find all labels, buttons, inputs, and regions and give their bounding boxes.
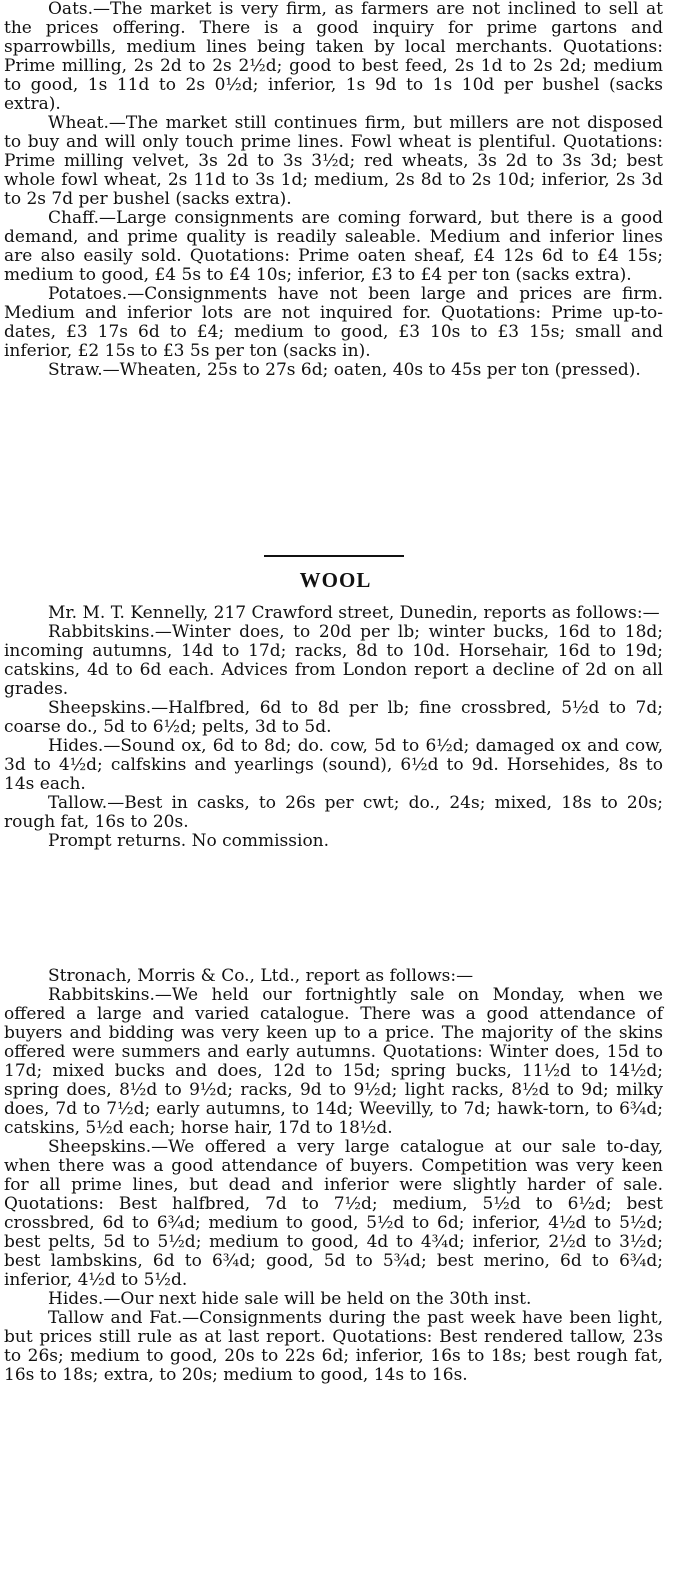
kennelly-sheepskins: Sheepskins.—Halfbred, 6d to 8d per lb; fine crossbred, 5½d to 7d; coarse do., 5d to 6½d; pelts, 3d to 5d. [4,698,663,737]
stronach-rabbitskins: Rabbitskins.—We held our fortnightly sale on Monday, when we offered a large and varied catalogue. There was a good attendance of buyers and bidding was very keen up to a price. The majority of the skins offered were summers and early autumns. Quotations: Winter does, 15d to 17d; mixed bucks and does, 12d to 15d; spring bucks, 11½d to 14½d; spring does, 8½d to 9½d; racks, 9d to 9½d; light racks, 8½d to 9d; milky does, 7d to 7½d; early autumns, to 14d; Weevilly, to 7d; hawk-torn, to 6¾d; catskins, 5½d each; horse hair, 17d to 18½d. [4,985,663,1138]
stronach-hides: Hides.—Our next hide sale will be held on the 30th inst. [48,1289,532,1309]
kennelly-intro: Mr. M. T. Kennelly, 217 Crawford street, Dunedin, reports as follows:— [48,603,660,623]
stronach-intro: Stronach, Morris & Co., Ltd., report as follows:— [48,966,474,986]
kennelly-prompt: Prompt returns. No commission. [48,831,330,851]
section-divider [264,555,404,557]
potatoes-paragraph: Potatoes.—Consignments have not been large and prices are firm. Medium and inferior lots are not inquired for. Quotations: Prime up-to-dates, £3 17s 6d to £4; medium to good, £3 10s to £3 15s; small and inferior, £2 15s to £3 5s per ton (sacks in). [4,284,663,361]
stronach-tallow: Tallow and Fat.—Consignments during the past week have been light, but prices still rule as at last report. Quotations: Best rendered tallow, 23s to 26s; medium to good, 20s to 22s 6d; inferior, 16s to 18s; best rough fat, 16s to 18s; extra, to 20s; medium to good, 14s to 16s. [4,1308,663,1385]
kennelly-hides: Hides.—Sound ox, 6d to 8d; do. cow, 5d to 6½d; damaged ox and cow, 3d to 4½d; calfskins and yearlings (sound), 6½d to 9d. Horsehides, 8s to 14s each. [4,736,663,794]
straw-paragraph: Straw.—Wheaten, 25s to 27s 6d; oaten, 40s to 45s per ton (pressed). [48,360,641,380]
kennelly-report [4,604,663,851]
stronach-report [4,967,663,1385]
oats-paragraph: Oats.—The market is very firm, as farmers are not inclined to sell at the prices offering. There is a good inquiry for prime gartons and sparrowbills, medium lines being taken by local merchants. Quotations: Prime milling, 2s 2d to 2s 2½d; good to best feed, 2s 1d to 2s 2d; medium to good, 1s 11d to 2s 0½d; inferior, 1s 9d to 1s 10d per bushel (sacks extra). [4,0,663,114]
kennelly-tallow: Tallow.—Best in casks, to 26s per cwt; do., 24s; mixed, 18s to 20s; rough fat, 16s to 20s. [4,793,663,832]
wool-heading: WOOL [299,568,372,592]
chaff-paragraph: Chaff.—Large consignments are coming forward, but there is a good demand, and prime quality is readily saleable. Medium and inferior lines are also easily sold. Quotations: Prime oaten sheaf, £4 12s 6d to £4 15s; medium to good, £4 5s to £4 10s; inferior, £3 to £4 per ton (sacks extra). [4,208,663,285]
wheat-paragraph: Wheat.—The market still continues firm, but millers are not disposed to buy and will only touch prime lines. Fowl wheat is plentiful. Quotations: Prime milling velvet, 3s 2d to 3s 3½d; red wheats, 3s 2d to 3s 3d; best whole fowl wheat, 2s 11d to 3s 1d; medium, 2s 8d to 2s 10d; inferior, 2s 3d to 2s 7d per bushel (sacks extra). [4,113,663,209]
kennelly-rabbitskins: Rabbitskins.—Winter does, to 20d per lb; winter bucks, 16d to 18d; incoming autumns, 14d to 17d; racks, 8d to 10d. Horsehair, 16d to 19d; catskins, 4d to 6d each. Advices from London report a decline of 2d on all grades. [4,622,663,699]
stronach-sheepskins: Sheepskins.—We offered a very large catalogue at our sale to-day, when there was a good attendance of buyers. Competition was very keen for all prime lines, but dead and inferior were slightly harder of sale. Quotations: Best halfbred, 7d to 7½d; medium, 5½d to 6½d; best crossbred, 6d to 6¾d; medium to good, 5½d to 6d; inferior, 4½d to 5½d; best pelts, 5d to 5½d; medium to good, 4d to 4¾d; inferior, 2½d to 3½d; best lambskins, 6d to 6¾d; good, 5d to 5¾d; best merino, 6d to 6¾d; inferior, 4½d to 5½d. [4,1137,663,1290]
market-report [4,0,663,380]
